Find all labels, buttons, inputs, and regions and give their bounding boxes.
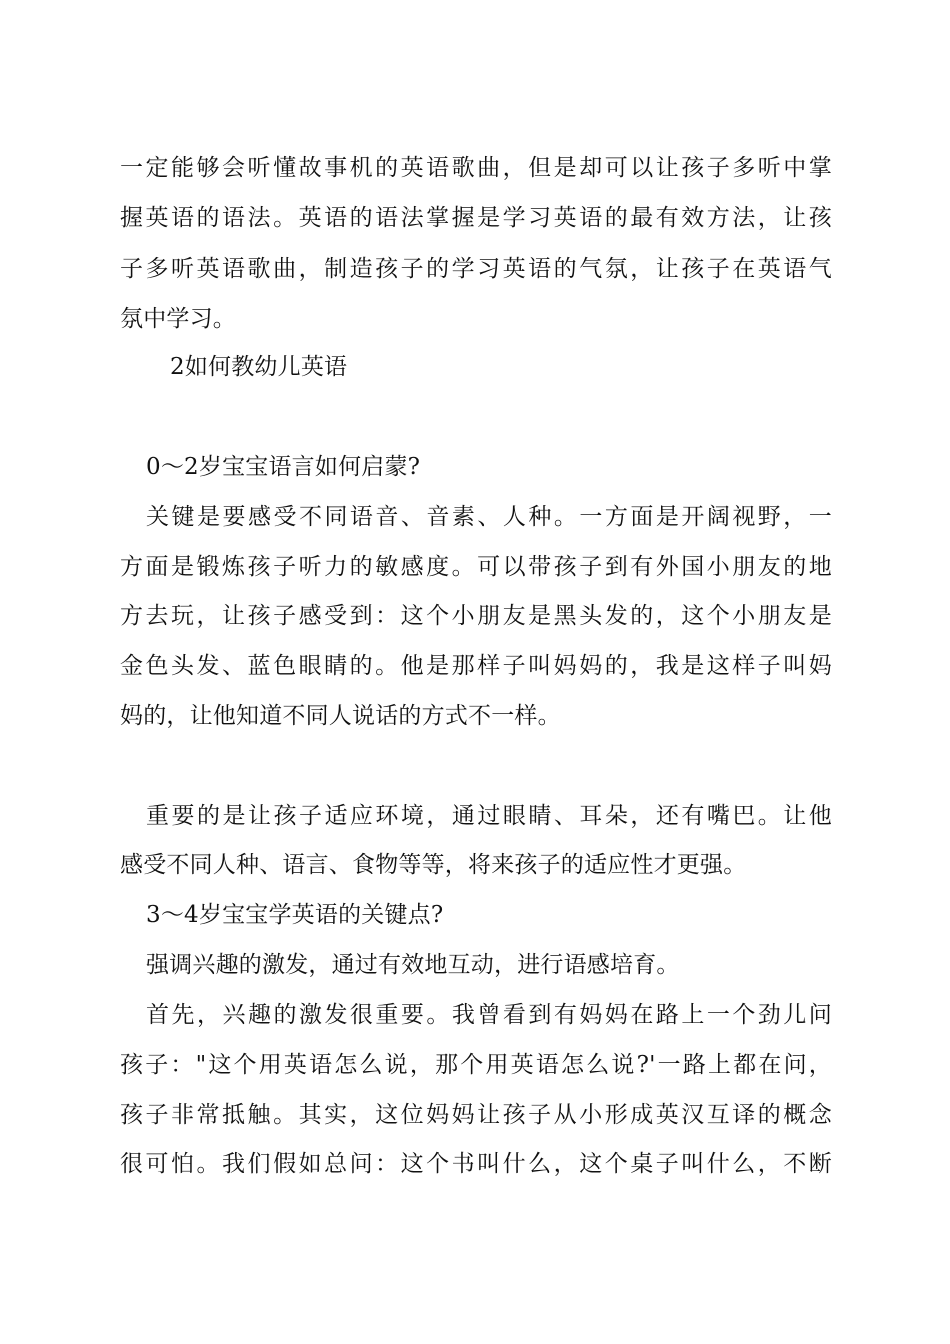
paragraph-line: 妈的，让他知道不同人说话的方式不一样。 [120, 703, 561, 729]
paragraph-line: 很可怕。我们假如总问：这个书叫什么，这个桌子叫什么，不断 [120, 1151, 832, 1177]
paragraph-line: 方去玩，让孩子感受到：这个小朋友是黑头发的，这个小朋友是 [120, 603, 832, 629]
section-heading: 2如何教幼儿英语 [170, 354, 348, 380]
question-heading: 3～4岁宝宝学英语的关键点? [146, 902, 444, 928]
paragraph-line: 强调兴趣的激发，通过有效地互动，进行语感培育。 [146, 952, 680, 978]
paragraph-line: 握英语的语法。英语的语法掌握是学习英语的最有效方法，让孩 [120, 205, 832, 231]
question-heading: 0～2岁宝宝语言如何启蒙? [146, 454, 421, 480]
paragraph-line: 孩子非常抵触。其实，这位妈妈让孩子从小形成英汉互译的概念 [120, 1102, 832, 1128]
paragraph-line: 关键是要感受不同语音、音素、人种。一方面是开阔视野，一 [146, 504, 832, 530]
paragraph-line: 金色头发、蓝色眼睛的。他是那样子叫妈妈的，我是这样子叫妈 [120, 653, 832, 679]
paragraph-line: 重要的是让孩子适应环境，通过眼睛、耳朵，还有嘴巴。让他 [146, 803, 832, 829]
paragraph-line: 氛中学习。 [120, 306, 236, 332]
paragraph-line: 孩子："这个用英语怎么说，那个用英语怎么说?'一路上都在问， [120, 1052, 832, 1078]
paragraph-line: 方面是锻炼孩子听力的敏感度。可以带孩子到有外国小朋友的地 [120, 554, 832, 580]
paragraph-line: 首先，兴趣的激发很重要。我曾看到有妈妈在路上一个劲儿问 [146, 1002, 832, 1028]
paragraph-line: 感受不同人种、语言、食物等等，将来孩子的适应性才更强。 [120, 852, 747, 878]
paragraph-line: 一定能够会听懂故事机的英语歌曲，但是却可以让孩子多听中掌 [120, 155, 832, 181]
paragraph-line: 子多听英语歌曲，制造孩子的学习英语的气氛，让孩子在英语气 [120, 256, 832, 282]
